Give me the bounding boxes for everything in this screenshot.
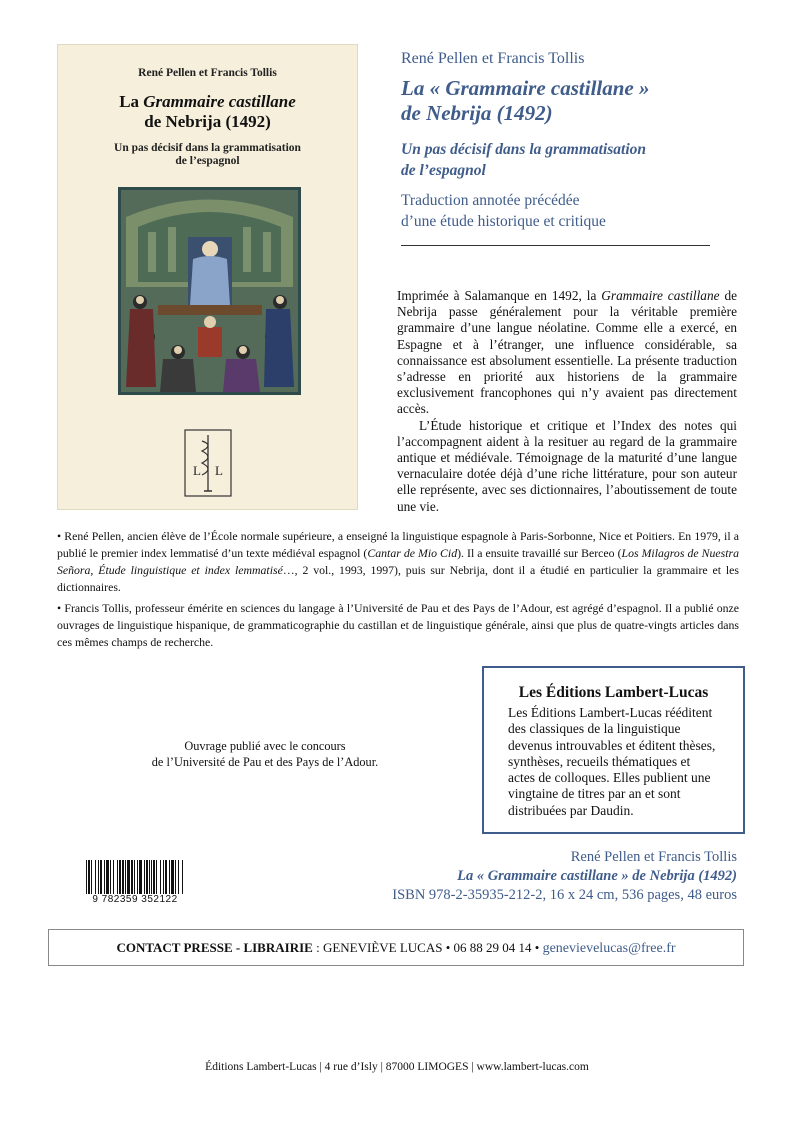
book-subtitle-line1: Un pas décisif dans la grammatisation [401, 141, 647, 158]
description [397, 288, 737, 515]
cover-illustration [118, 187, 301, 395]
book-subtitle [401, 139, 646, 181]
translation-note [401, 190, 606, 232]
contact-email-link[interactable]: genevievelucas@free.fr [542, 941, 676, 956]
contact-name: GENEVIÈVE LUCAS [322, 940, 443, 955]
support-note-line2: de l’Université de Pau et des Pays de l’Adour. [151, 755, 379, 769]
description-paragraph-1: Imprimée à Salamanque en 1492, la Grammaire castillane de Nebrija passe généralement pour la véritable première grammaire d’une langue néolatine. Comme elle a exercé, en Espagne et à l’étranger, une influence considérable, sa connaissance est absolument essentielle. La présente traduction s’adresse en priorité aux historiens de la grammaire exclusivement francophones qui n’y avaient pas directement accès. [397, 288, 737, 417]
publisher-box [482, 666, 745, 834]
book-cover [57, 44, 358, 510]
book-subtitle-line2: de l’espagnol [401, 162, 486, 179]
authors: René Pellen et Francis Tollis [401, 50, 585, 67]
support-note-line1: Ouvrage publié avec le concours [184, 739, 346, 753]
divider [401, 245, 710, 246]
cover-authors: René Pellen et Francis Tollis [138, 67, 277, 79]
book-reference [392, 848, 737, 905]
book-title [401, 76, 650, 126]
reference-authors: René Pellen et Francis Tollis [570, 849, 737, 865]
logo-letter-left: L [193, 463, 201, 478]
logo-letter-right: L [215, 463, 223, 478]
cover-subtitle-line2: de l’espagnol [175, 155, 240, 167]
bio-pellen: • René Pellen, ancien élève de l’École normale supérieure, a enseigné la linguistique espagnole à Paris-Sorbonne, Nice et Poitiers. En 1979, il a publié le premier index lemmatisé d’un texte médiéval espagnol (Cantar de Mio Cid). Il a ensuite travaillé sur Berceo (Los Milagros de Nuestra Señora, Étude linguistique et index lemmatisé…, 2 vol., 1993, 1997), puis sur Nebrija, dont il a étudié en particulier la grammaire et les dictionnaires. [57, 529, 740, 594]
barcode-number: 9 782359 352122 [84, 894, 186, 905]
cover-title-italic: Grammaire castillane [143, 92, 296, 111]
contact-label: CONTACT PRESSE - LIBRAIRIE [116, 940, 313, 955]
cover-subtitle [58, 142, 357, 168]
publisher-box-title: Les Éditions Lambert-Lucas [518, 684, 709, 701]
cover-subtitle-line1: Un pas décisif dans la grammatisation [114, 142, 301, 154]
contact-phone: • 06 88 29 04 14 • [442, 940, 543, 955]
cover-title-prefix: La [119, 92, 144, 111]
footer: Éditions Lambert-Lucas | 4 rue d’Isly | 87000 LIMOGES | www.lambert-lucas.com [205, 1061, 589, 1073]
reference-title: La « Grammaire castillane » de Nebrija (1492) [457, 868, 737, 884]
translation-note-line1: Traduction annotée précédée [401, 192, 580, 209]
support-note [130, 738, 400, 770]
reference-isbn: ISBN 978-2-35935-212-2, 16 x 24 cm, 536 pages, 48 euros [392, 887, 737, 903]
book-title-line1: La « Grammaire castillane » [401, 76, 650, 100]
bio-tollis: • Francis Tollis, professeur émérite en sciences du langage à l’Université de Pau et des Pays de l’Adour, est agrégé d’espagnol. Il a publié onze ouvrages de linguistique hispanique, de grammaticographie du castillan et de linguistique générale, ainsi que plus de quatre-vingts articles dans ces mêmes champs de recherche. [57, 601, 739, 649]
cover-title [58, 92, 357, 132]
cover-title-line2: de Nebrija (1492) [144, 112, 271, 131]
book-title-line2: de Nebrija (1492) [401, 101, 553, 125]
press-contact: CONTACT PRESSE - LIBRAIRIE : GENEVIÈVE LUCAS • 06 88 29 04 14 • genevievelucas@free.fr [48, 929, 744, 966]
description-paragraph-2: L’Étude historique et critique et l’Index des notes qui l’accompagnent aident à la resituer au regard de la grammaire antique et médiévale. Témoignage de la maturité d’une langue vernaculaire dotée déjà d’une riche littérature, pour son auteur elle représente, avec ses dictionnaires, l’aboutissement de toute une vie. [397, 417, 737, 514]
translation-note-line2: d’une étude historique et critique [401, 213, 606, 230]
publisher-logo [184, 429, 232, 497]
publisher-box-text: Les Éditions Lambert-Lucas rééditent des classiques de la linguistique devenus introuvables et éditent thèses, synthèses, recueils thématiques et actes de colloques. Elles publient une vingtaine de titres par an et sont distribuées par Daudin. [508, 705, 716, 818]
